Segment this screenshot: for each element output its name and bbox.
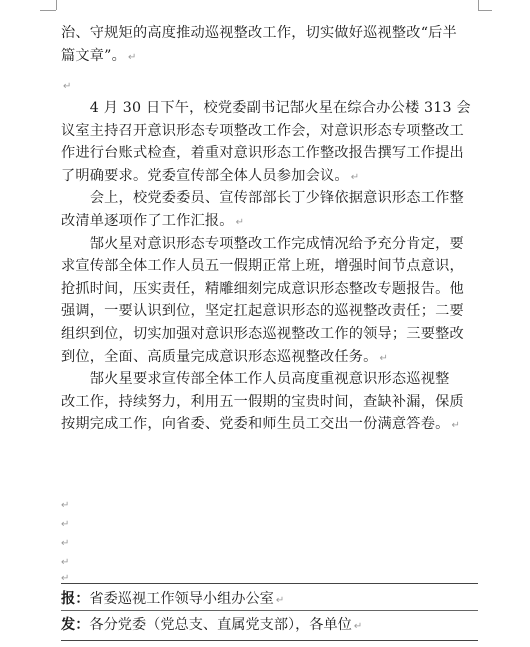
paragraph-mark: ↵ <box>128 51 137 63</box>
report-label: 报： <box>61 591 90 607</box>
paragraph-mark: ↵ <box>63 81 72 92</box>
text-line-content: 改清单逐项作了工作汇报。 <box>61 213 234 229</box>
report-value: 省委巡视工作领导小组办公室 <box>89 591 274 607</box>
text-line-content: 强调，一要认识到位，坚定扛起意识形态的巡视整改责任；二要 <box>61 303 464 320</box>
text-line-content: 作进行台账式检查，着重对意识形态工作整改报告撰写工作提出 <box>61 145 464 162</box>
text-line <box>61 300 477 322</box>
paragraph-mark: ↵ <box>451 420 461 432</box>
text-line <box>61 233 477 255</box>
text-line <box>61 255 477 277</box>
footer-send-line <box>61 614 478 638</box>
text-line <box>61 165 477 187</box>
empty-paragraph-mark: ↵ <box>61 500 70 511</box>
margin-corner-top-left-v <box>56 0 57 10</box>
text-line-content: 了明确要求。党委宣传部全体人员参加会议。 <box>61 167 349 184</box>
empty-paragraph-mark: ↵ <box>61 519 70 530</box>
text-line-content: 郜火星对意识形态专项整改工作完成情况给予充分肯定，要 <box>61 235 464 252</box>
text-line-content: 抢抓时间，压实责任，精雕细刻完成意识形态整改专题报告。他 <box>61 280 464 297</box>
text-line <box>61 120 477 142</box>
send-value: 各分党委（党总支、直属党支部），各单位 <box>89 617 352 633</box>
paragraph-mark: ↵ <box>350 171 360 183</box>
text-line-content: 改工作，持续努力，利用五一假期的宝贵时间，查缺补漏，保质 <box>61 393 464 410</box>
text-line-content: 治、守规矩的高度推动巡视整改工作，切实做好巡视整改“后半 <box>61 25 457 41</box>
text-line <box>61 368 477 390</box>
margin-corner-top-left <box>40 10 56 11</box>
text-line <box>61 391 477 413</box>
paragraph-mark: ↵ <box>379 352 389 364</box>
paragraph-mark: ↵ <box>235 217 245 228</box>
paragraph-mark: ↵ <box>275 595 285 606</box>
footer-rule-middle <box>61 610 478 611</box>
text-line-content: 求宣传部全体工作人员五一假期正常上班，增强时间节点意识， <box>61 258 464 275</box>
text-line-content: 议室主持召开意识形态专项整改工作会，对意识形态专项整改工 <box>61 122 464 139</box>
text-line <box>61 323 477 345</box>
footer-rule-bottom <box>61 640 478 641</box>
text-line <box>61 97 477 119</box>
text-line <box>61 187 477 209</box>
empty-paragraph-mark: ↵ <box>61 573 70 584</box>
empty-line <box>61 74 477 96</box>
paragraph-mark: ↵ <box>353 621 363 632</box>
text-line-content: 按期完成工作，向省委、党委和师生员工交出一份满意答卷。 <box>61 416 450 433</box>
text-line <box>61 413 477 435</box>
margin-corner-top-right <box>478 10 492 11</box>
text-line <box>61 346 477 368</box>
text-line-content: 会上，校党委委员、宣传部部长丁少锋依据意识形态工作整 <box>61 190 464 207</box>
text-line-content: 4 月 30 日下午，校党委副书记郜火星在综合办公楼 313 会 <box>61 100 471 116</box>
text-line <box>61 142 477 164</box>
footer-rule-top <box>61 583 478 584</box>
text-line-content: 篇文章”。 <box>61 47 127 64</box>
text-line-content: 组织到位，切实加强对意识形态巡视整改工作的领导；三要整改 <box>61 326 464 342</box>
text-line <box>61 210 477 232</box>
empty-paragraph-mark: ↵ <box>61 557 70 568</box>
empty-paragraph-mark: ↵ <box>61 538 70 549</box>
text-line <box>61 45 477 67</box>
margin-corner-top-right-v <box>478 0 479 10</box>
text-line <box>61 22 477 44</box>
text-line-content: 郜火星要求宣传部全体工作人员高度重视意识形态巡视整 <box>61 371 450 388</box>
text-line <box>61 278 477 300</box>
text-line-content: 到位，全面、高质量完成意识形态巡视整改任务。 <box>61 348 378 365</box>
footer-report-line <box>61 588 478 612</box>
send-label: 发： <box>61 617 90 633</box>
